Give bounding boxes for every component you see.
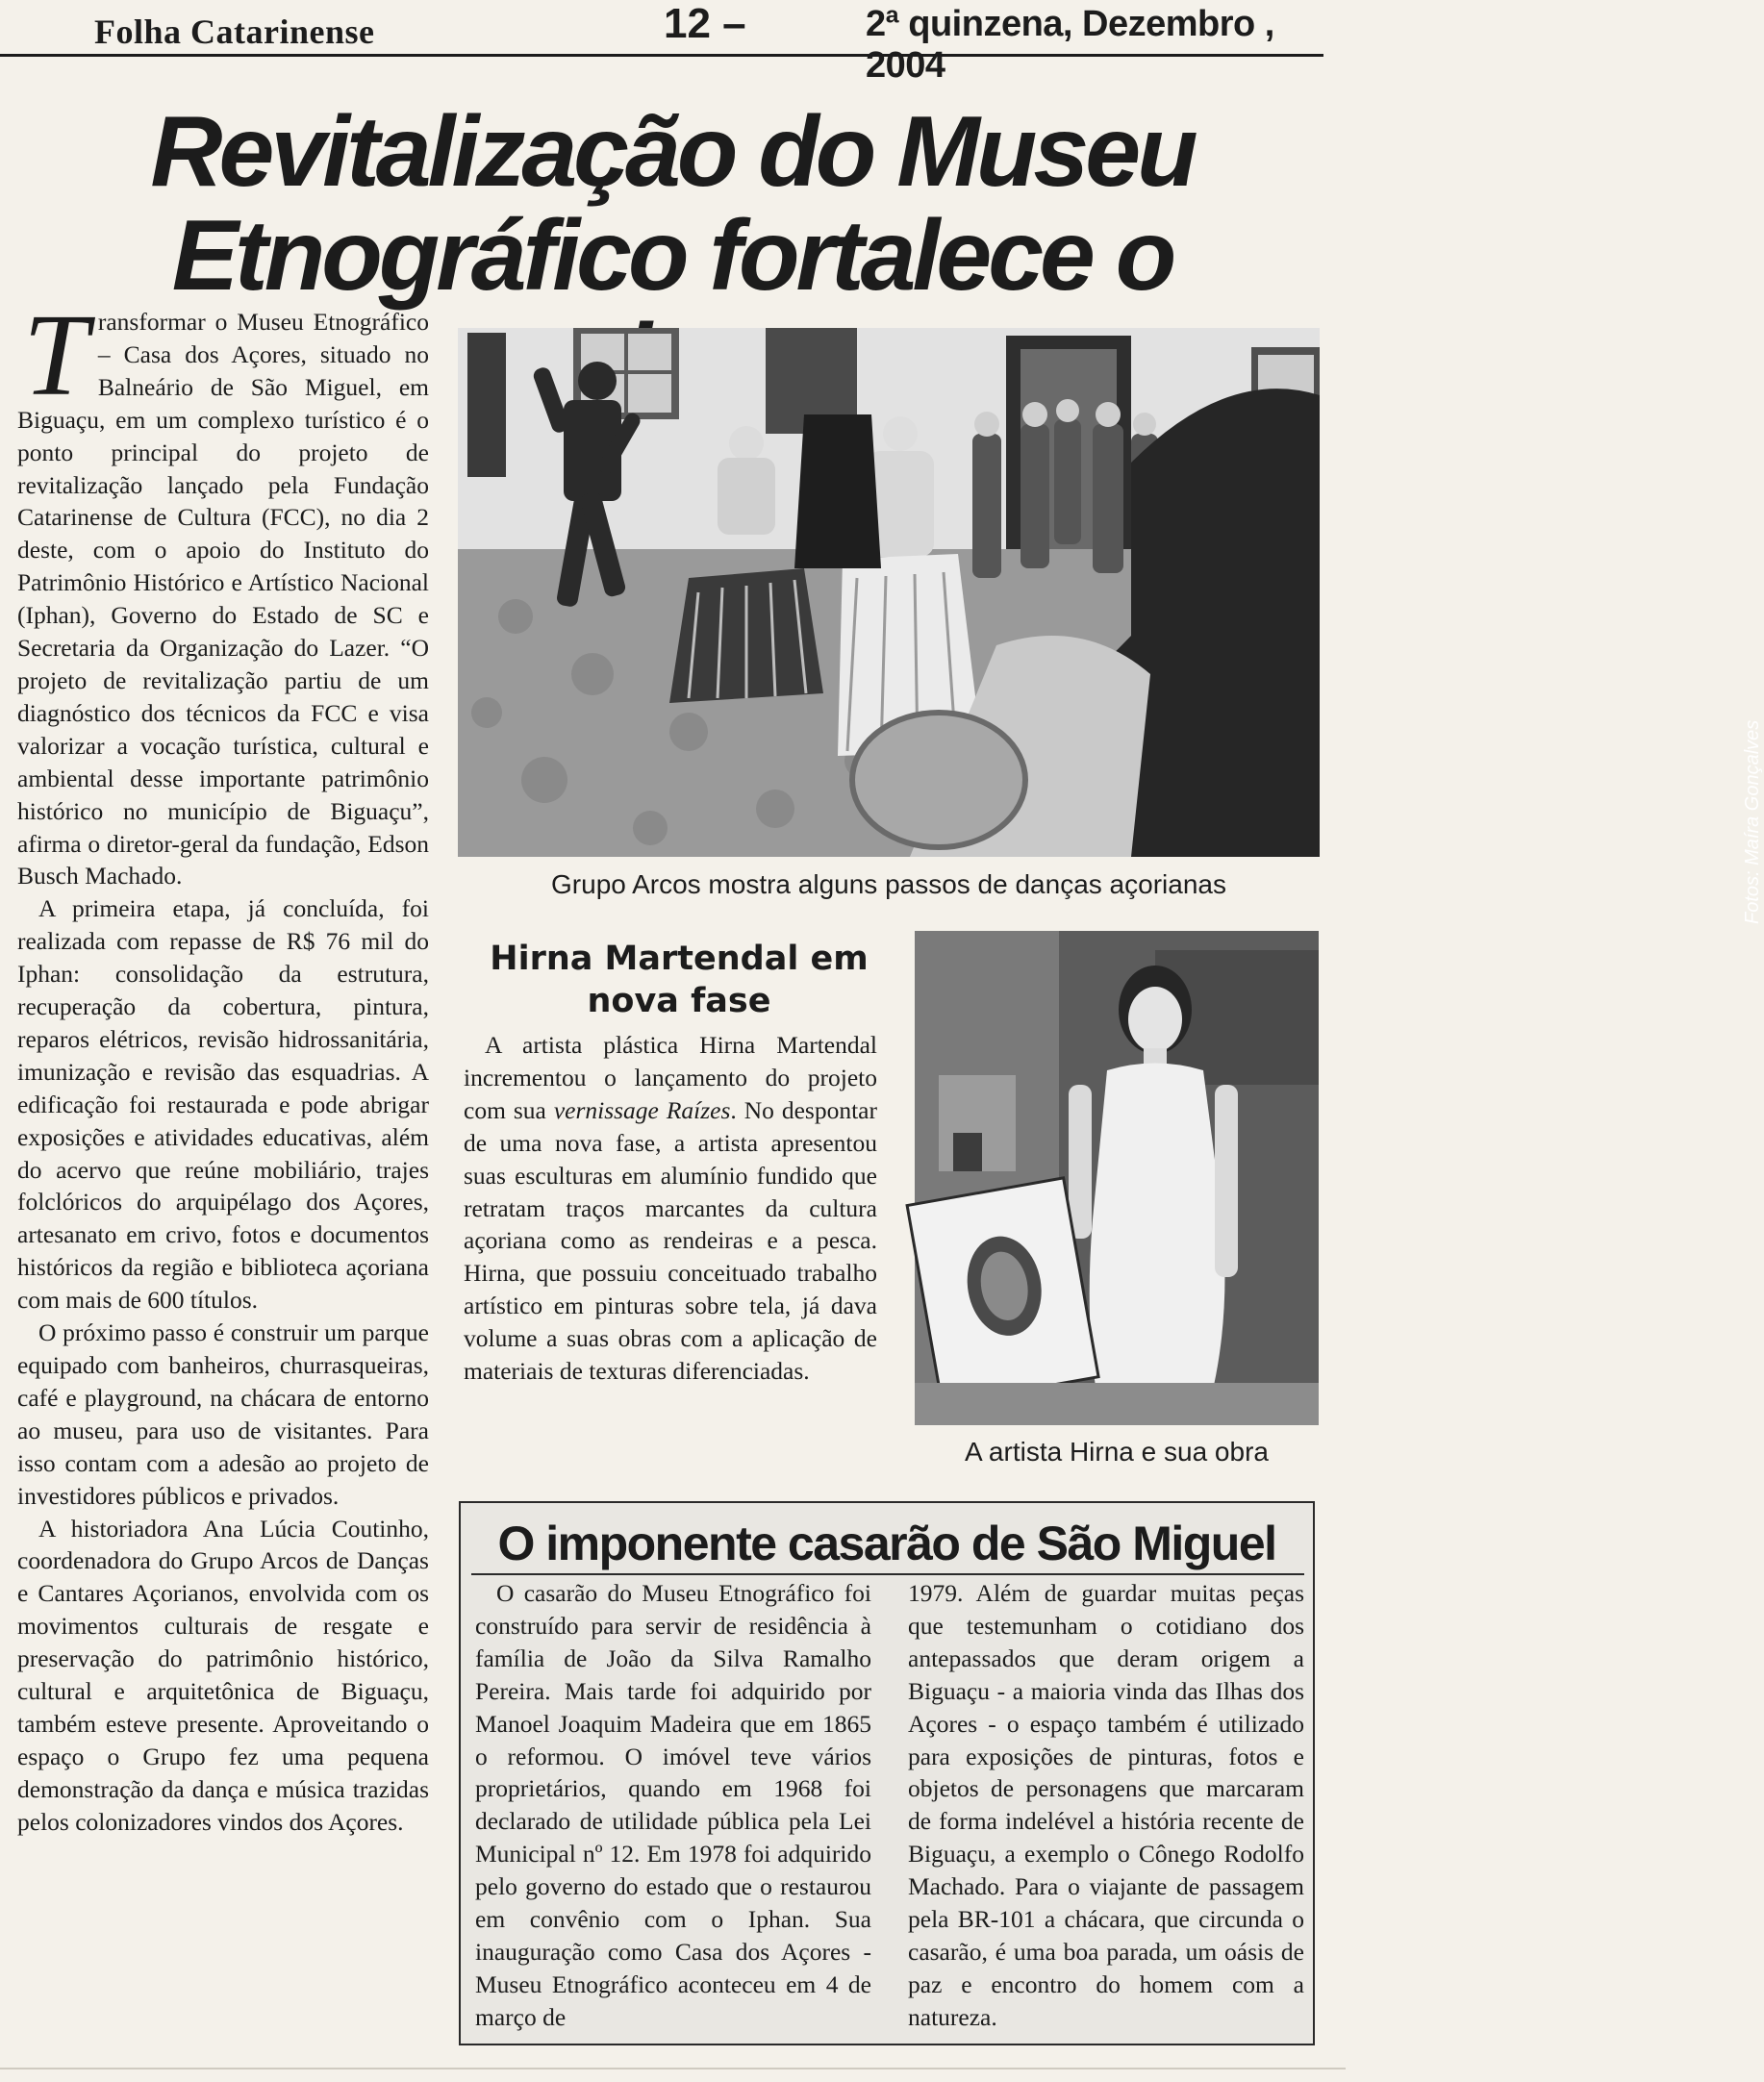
- boxed-article-title: O imponente casarão de São Miguel: [497, 1517, 1276, 1570]
- article-paragraph: A primeira etapa, já concluída, foi realizada com repasse de R$ 76 mil do Iphan: consolidação da estrutura, recuperação da cobertura, pintura, reparos elétricos, revisão hidrossanitária, imunização e revisão das esquadrias. A edificação foi restaurada e pode abrigar exposições e atividades educativas, além do acervo que reúne mobiliário, trajes folclóricos do arquipélago dos Açores, artesanato em crivo, fotos e documentos históricos da região e biblioteca açoriana com mais de 600 títulos.: [17, 894, 429, 1315]
- article-paragraph: O próximo passo é construir um parque equipado com banheiros, churrasqueiras, café e playground, na chácara de entorno ao museu, para uso de visitantes. Para isso contam com a adesão ao projeto de investidores públicos e privados.: [17, 1318, 429, 1510]
- boxed-article-column-1: [475, 1577, 871, 2034]
- dancers-photo-caption: Grupo Arcos mostra alguns passos de danças açorianas: [551, 869, 1226, 899]
- headline-line-2: Etnográfico fortalece o: [171, 200, 1173, 312]
- article-paragraph: [17, 290, 429, 892]
- sidebar-article-body: [464, 1029, 877, 1388]
- newspaper-name: Folha Catarinense: [94, 13, 375, 51]
- boxed-article-rule: [471, 1573, 1304, 1575]
- main-article-column: [17, 290, 429, 1839]
- article-paragraph: 1979. Além de guardar muitas peças que testemunham o cotidiano dos antepassados que deram origem a Biguaçu - a maioria vinda das Ilhas dos Açores - o espaço também é utilizado para exposições de pinturas, fotos e objetos de personagens que marcaram de forma indelével a história recente de Biguaçu, a exemplo o Cônego Rodolfo Machado. Para o viajante de passagem pela BR-101 a chácara, que circunda o casarão, é uma boa parada, um oásis de paz e encontro do homem com a natureza.: [908, 1579, 1304, 2031]
- article-paragraph: A historiadora Ana Lúcia Coutinho, coordenadora do Grupo Arcos de Danças e Cantares Açorianos, envolvida com os movimentos culturais de resgate e preservação do patrimônio histórico, cultural e arquitetônica de Biguaçu, também esteve presente. Aproveitando o espaço o Grupo fez uma pequena demonstração da dança e música trazidas pelos colonizadores vindos dos Açores.: [17, 1514, 429, 1836]
- article-paragraph: [464, 1029, 877, 1388]
- article-paragraph-text: ransformar o Museu Etnográfico – Casa dos Açores, situado no Balneário de São Miguel, em Biguaçu, em um complexo turístico é o ponto principal do projeto de revitalização lançado pela Fundação Catarinense de Cultura (FCC), no dia 2 deste, com o apoio do Instituto do Patrimônio Histórico e Artístico Nacional (Iphan), Governo do Estado de SC e Secretaria da Organização do Lazer. “O projeto de revitalização partiu de um diagnóstico dos técnicos da FCC e visa valorizar a vocação turística, cultural e ambiental desse importante patrimônio histórico no município de Biguaçu”, afirma o diretor-geral da fundação, Edson Busch Machado.: [17, 308, 429, 890]
- issue-date: 2ª quinzena, Dezembro , 2004: [866, 4, 1274, 86]
- article-emphasis: vernissage Raízes: [553, 1095, 731, 1124]
- sidebar-article-title: Hirna Martendal em nova fase: [490, 940, 869, 1020]
- artist-photo-illustration: [915, 931, 1319, 1425]
- artist-photo-caption: A artista Hirna e sua obra: [965, 1437, 1269, 1467]
- photo-credit: Fotos: Maíra Gonçalves: [1742, 719, 1763, 924]
- headline-line-1: Revitalização do Museu: [150, 96, 1195, 208]
- masthead: [0, 0, 1346, 86]
- article-text: . No despontar de uma nova fase, a artista apresentou suas esculturas em alumínio fundido que retratam traços marcantes da cultura açoriana como as rendeiras e a pesca. Hirna, que possuiu conceituado trabalho artístico em pinturas sobre tela, já dava volume a suas obras com a aplicação de materiais de texturas diferenciadas.: [464, 1095, 877, 1386]
- boxed-article-column-2: [908, 1577, 1304, 2034]
- drop-cap: T: [23, 290, 88, 420]
- artist-photo: [915, 931, 1319, 1425]
- article-paragraph: O casarão do Museu Etnográfico foi construído para servir de residência à família de João da Silva Ramalho Pereira. Mais tarde foi adquirido por Manoel Joaquim Madeira que em 1865 o reformou. O imóvel teve vários proprietários, quando em 1968 foi declarado de utilidade pública pela Lei Municipal nº 12. Em 1978 foi adquirido pelo governo do estado que o restaurou em convênio com o Iphan. Sua inauguração como Casa dos Açores - Museu Etnográfico aconteceu em 4 de março de: [475, 1579, 871, 2031]
- page-bottom-rule: [0, 2068, 1346, 2069]
- dancers-photo-illustration: [458, 328, 1320, 857]
- article-text: A artista plástica Hirna Martendal incrementou o lançamento do projeto com sua: [464, 1031, 877, 1124]
- page-number: 12 –: [664, 0, 746, 47]
- masthead-rule-left: [0, 54, 58, 57]
